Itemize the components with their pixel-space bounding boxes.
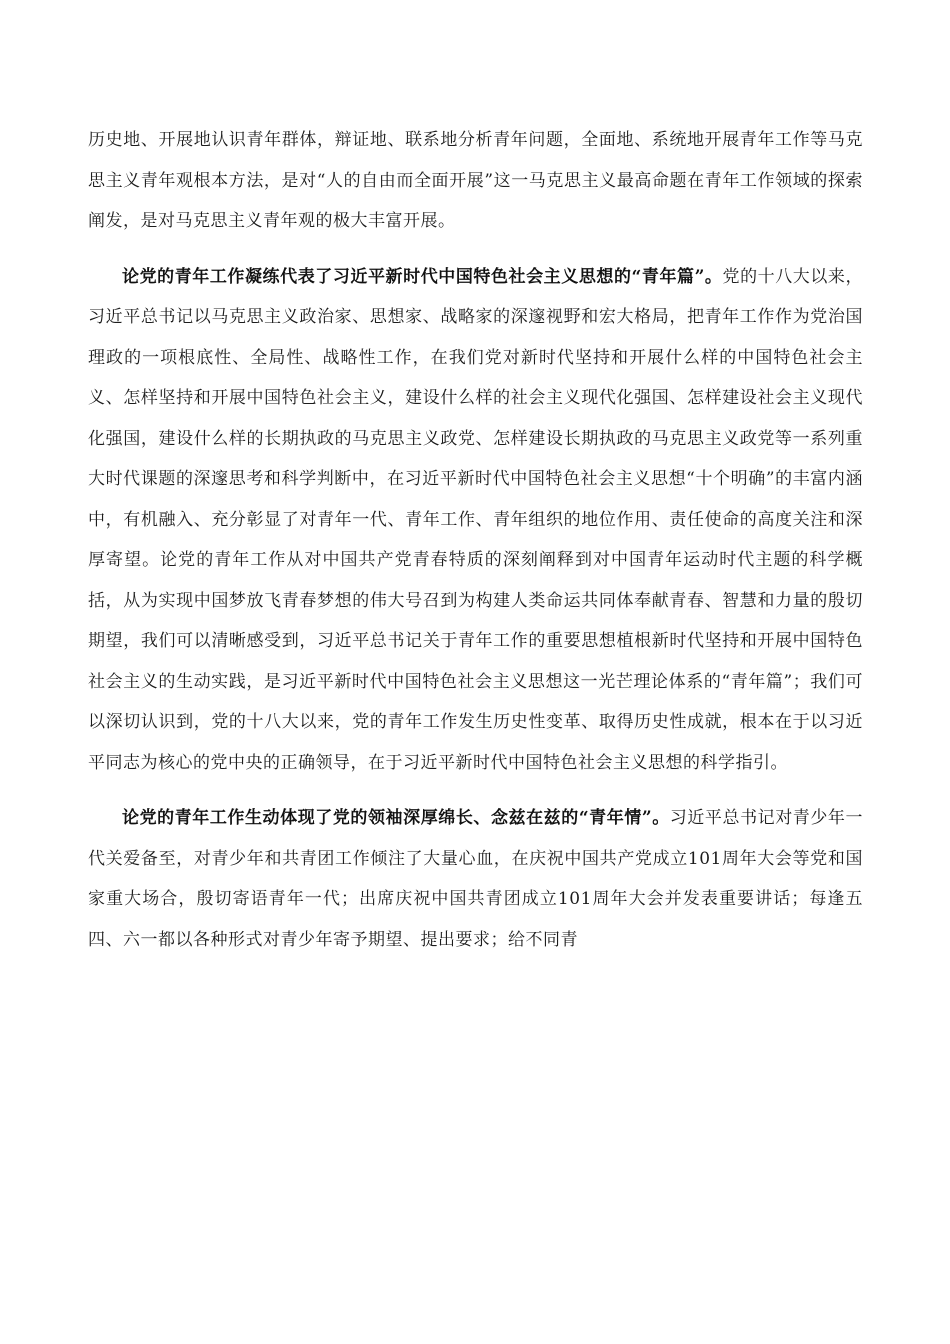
paragraph-youth-sentiment bbox=[88, 798, 863, 960]
paragraph-text: 党的十八大以来，习近平总书记以马克思主义政治家、思想家、战略家的深邃视野和宏大格局，把青年工作作为党治国理政的一项根底性、全局性、战略性工作，在我们党对新时代坚持和开展什么样的中国特色社会主义、怎样坚持和开展中国特色社会主义，建设什么样的社会主义现代化强国、怎样建设社会主义现代化强国，建设什么样的长期执政的马克思主义政党、怎样建设长期执政的马克思主义政党等一系列重大时代课题的深邃思考和科学判断中，在习近平新时代中国特色社会主义思想“十个明确”的丰富内涵中，有机融入、充分彰显了对青年一代、青年工作、青年组织的地位作用、责任使命的高度关注和深厚寄望。论党的青年工作从对中国共产党青春特质的深刻阐释到对中国青年运动时代主题的科学概括，从为实现中国梦放飞青春梦想的伟大号召到为构建人类命运共同体奉献青春、智慧和力量的殷切期望，我们可以清晰感受到，习近平总书记关于青年工作的重要思想植根新时代坚持和开展中国特色社会主义的生动实践，是习近平新时代中国特色社会主义思想这一光芒理论体系的“青年篇”；我们可以深切认识到，党的十八大以来，党的青年工作发生历史性变革、取得历史性成就，根本在于以习近平同志为核心的党中央的正确领导，在于习近平新时代中国特色社会主义思想的科学指引。 bbox=[88, 266, 864, 773]
paragraph-continuation bbox=[88, 120, 863, 242]
paragraph-text: 习近平总书记对青少年一代关爱备至，对青少年和共青团工作倾注了大量心血，在庆祝中国共产党成立101周年大会等党和国家重大场合，殷切寄语青年一代；出席庆祝中国共青团成立101周年大会并发表重要讲话；每逢五四、六一都以各种形式对青少年寄予期望、提出要求；给不同青 bbox=[88, 808, 863, 950]
document-page bbox=[88, 120, 863, 975]
paragraph-lead-heading: 论党的青年工作凝练代表了习近平新时代中国特色社会主义思想的“青年篇”。 bbox=[122, 266, 723, 287]
paragraph-youth-chapter bbox=[88, 257, 863, 784]
paragraph-text: 历史地、开展地认识青年群体，辩证地、联系地分析青年问题，全面地、系统地开展青年工作等马克思主义青年观根本方法，是对“人的自由而全面开展”这一马克思主义最高命题在青年工作领域的探索阐发，是对马克思主义青年观的极大丰富开展。 bbox=[88, 130, 863, 231]
paragraph-lead-heading: 论党的青年工作生动体现了党的领袖深厚绵长、念兹在兹的“青年情”。 bbox=[122, 808, 670, 828]
